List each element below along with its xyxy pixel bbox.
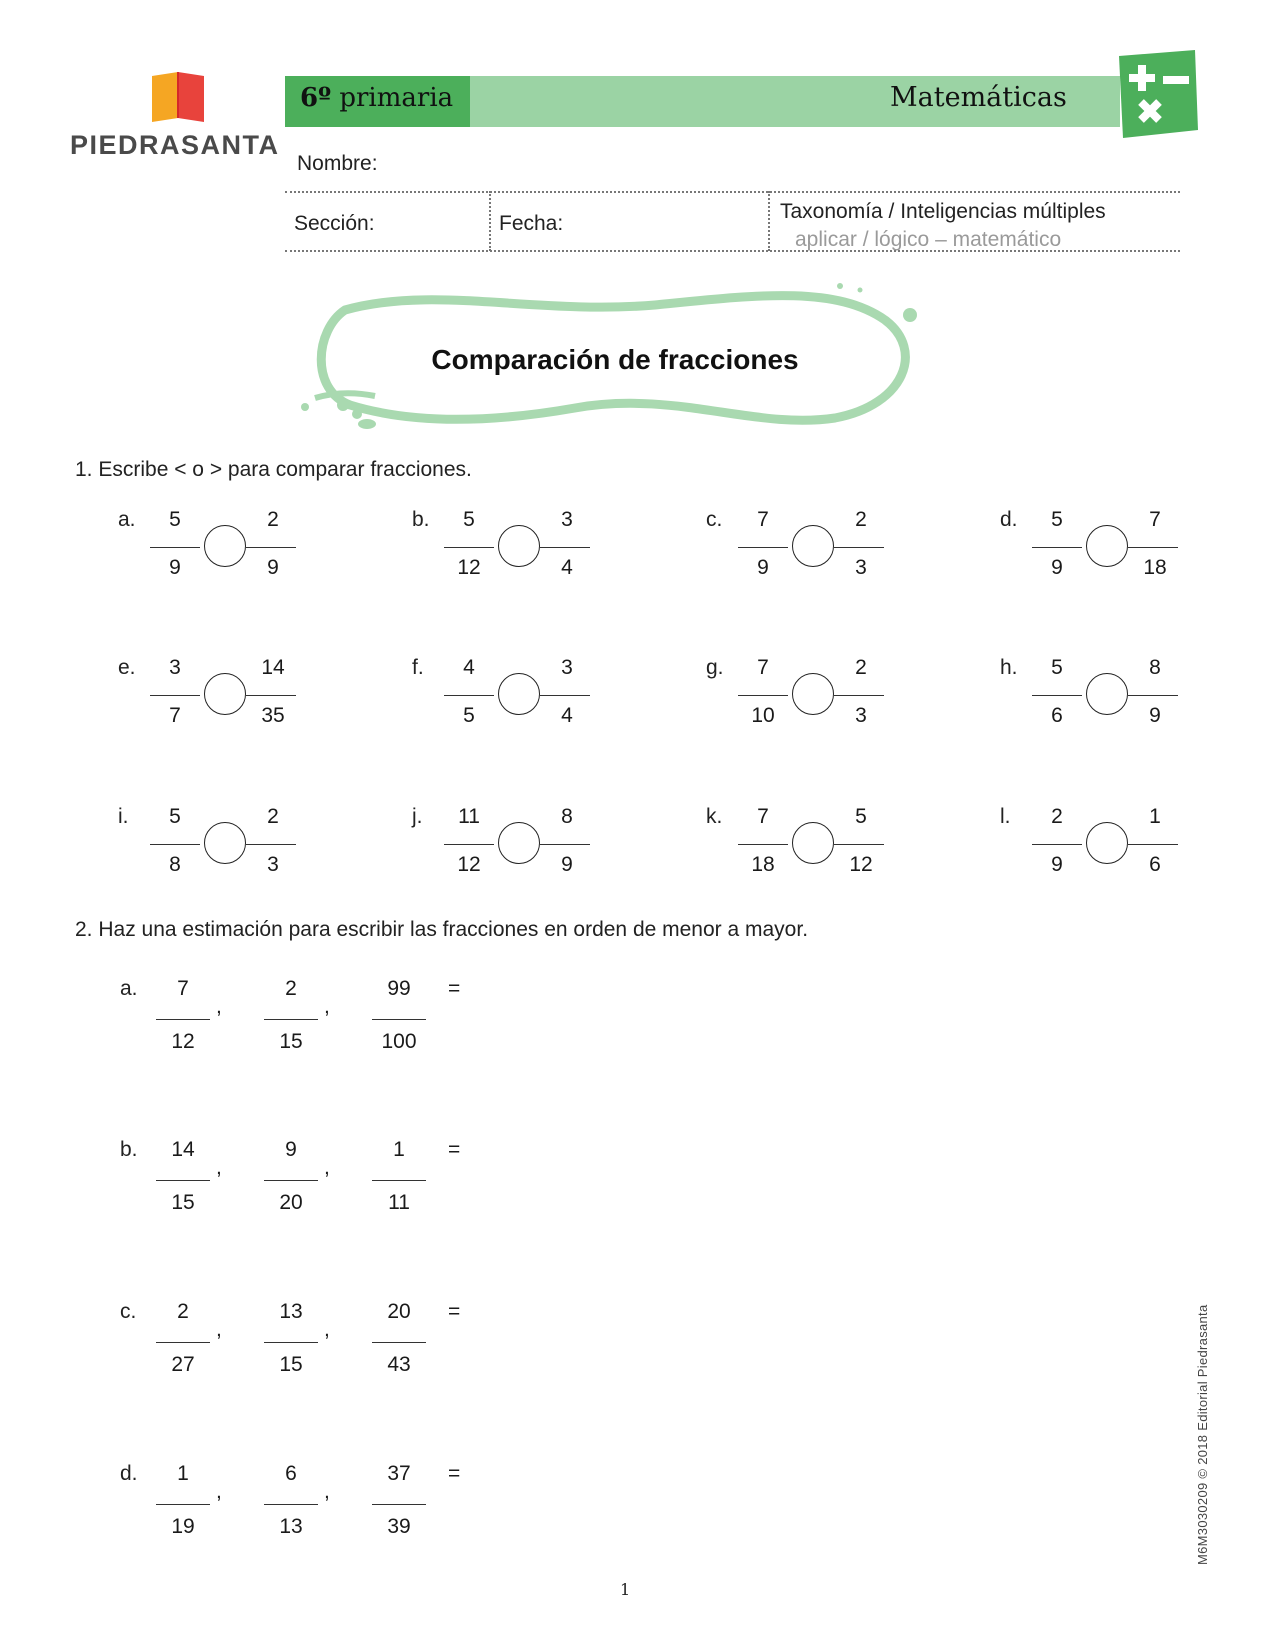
fraction-numerator: 20: [387, 1300, 411, 1323]
fraction-bar: [156, 1019, 210, 1020]
separator-comma: ,: [216, 1318, 222, 1341]
fraction-bar: [264, 1019, 318, 1020]
fraction-denominator: 19: [171, 1515, 195, 1538]
fraction-bar: [444, 547, 494, 548]
fraction-bar: [156, 1342, 210, 1343]
fraction-denominator: 6: [1051, 704, 1063, 727]
fraction-bar: [264, 1342, 318, 1343]
fraction-numerator: 7: [1149, 508, 1161, 531]
fraction-bar: [1032, 547, 1082, 548]
fraction-numerator: 8: [561, 805, 573, 828]
item-letter: c.: [706, 508, 723, 531]
fraction-bar: [834, 695, 884, 696]
fraction-denominator: 11: [388, 1191, 410, 1214]
fraction-numerator: 3: [561, 656, 573, 679]
fraction-bar: [444, 695, 494, 696]
fraction-denominator: 12: [171, 1030, 195, 1053]
separator-comma: ,: [216, 1156, 222, 1179]
field-divider: [768, 191, 770, 251]
comparison-item: [118, 805, 310, 885]
fraction-numerator: 5: [855, 805, 867, 828]
fraction-denominator: 15: [279, 1353, 303, 1376]
field-divider: [489, 191, 491, 251]
fraction-bar: [540, 695, 590, 696]
item-letter: e.: [118, 656, 136, 679]
fraction-denominator: 9: [1149, 704, 1161, 727]
fraction-denominator: 9: [267, 556, 279, 579]
fraction-numerator: 1: [393, 1138, 405, 1161]
item-letter: d.: [120, 1462, 138, 1485]
brand-logo: [70, 70, 280, 170]
comparison-item: [118, 656, 310, 736]
fraction-bar: [444, 844, 494, 845]
item-letter: k.: [706, 805, 723, 828]
fraction-denominator: 9: [169, 556, 181, 579]
item-letter: a.: [120, 977, 138, 1000]
name-field-line[interactable]: [285, 191, 1180, 193]
comparison-item: [412, 656, 604, 736]
fraction-denominator: 27: [171, 1353, 195, 1376]
comparison-answer-circle[interactable]: [792, 822, 834, 864]
fraction-denominator: 7: [169, 704, 181, 727]
item-letter: b.: [412, 508, 430, 531]
fraction-bar: [372, 1019, 426, 1020]
fraction-denominator: 4: [561, 704, 573, 727]
fraction-bar: [156, 1504, 210, 1505]
fraction-denominator: 6: [1149, 853, 1161, 876]
fraction-numerator: 7: [757, 656, 769, 679]
item-letter: g.: [706, 656, 724, 679]
ordering-item: [120, 977, 516, 1062]
fraction-bar: [246, 547, 296, 548]
fraction-numerator: 2: [855, 656, 867, 679]
separator-comma: ,: [324, 1480, 330, 1503]
fraction-numerator: 8: [1149, 656, 1161, 679]
fraction-denominator: 5: [463, 704, 475, 727]
fraction-numerator: 11: [458, 805, 480, 828]
comparison-item: [412, 508, 604, 588]
fraction-bar: [372, 1504, 426, 1505]
fraction-bar: [1128, 695, 1178, 696]
taxonomy-value: aplicar / lógico – matemático: [795, 228, 1062, 251]
comparison-item: [412, 805, 604, 885]
fraction-numerator: 5: [1051, 656, 1063, 679]
fraction-denominator: 12: [457, 556, 481, 579]
separator-comma: ,: [324, 995, 330, 1018]
fraction-bar: [246, 844, 296, 845]
comparison-answer-circle[interactable]: [204, 525, 246, 567]
fraction-numerator: 7: [177, 977, 189, 1000]
fraction-denominator: 9: [1051, 556, 1063, 579]
comparison-answer-circle[interactable]: [204, 673, 246, 715]
ordering-item: [120, 1138, 516, 1223]
fraction-bar: [150, 547, 200, 548]
ordering-item: [120, 1462, 516, 1547]
fraction-bar: [540, 844, 590, 845]
fraction-denominator: 9: [561, 853, 573, 876]
item-letter: d.: [1000, 508, 1018, 531]
section-label: Sección:: [294, 212, 375, 235]
fraction-denominator: 20: [279, 1191, 303, 1214]
copyright-note: M6M3030209 © 2018 Editorial Piedrasanta: [1195, 1304, 1210, 1565]
comparison-item: [118, 508, 310, 588]
comparison-item: [706, 656, 898, 736]
fraction-numerator: 2: [177, 1300, 189, 1323]
comparison-item: [1000, 805, 1192, 885]
fraction-numerator: 3: [169, 656, 181, 679]
comparison-answer-circle[interactable]: [204, 822, 246, 864]
separator-comma: ,: [324, 1318, 330, 1341]
comparison-item: [706, 508, 898, 588]
comparison-answer-circle[interactable]: [792, 525, 834, 567]
comparison-answer-circle[interactable]: [498, 525, 540, 567]
fraction-bar: [150, 844, 200, 845]
fraction-denominator: 10: [751, 704, 775, 727]
fraction-denominator: 18: [751, 853, 775, 876]
fraction-numerator: 7: [757, 805, 769, 828]
equals-sign: =: [448, 1462, 461, 1485]
fraction-numerator: 1: [1149, 805, 1161, 828]
fraction-bar: [738, 547, 788, 548]
fraction-numerator: 5: [463, 508, 475, 531]
fraction-denominator: 9: [757, 556, 769, 579]
fraction-bar: [1032, 695, 1082, 696]
fraction-denominator: 8: [169, 853, 181, 876]
separator-comma: ,: [216, 1480, 222, 1503]
fraction-numerator: 2: [267, 805, 279, 828]
math-operations-icon: [1115, 50, 1200, 140]
fraction-bar: [834, 547, 884, 548]
fraction-bar: [1128, 844, 1178, 845]
fraction-numerator: 2: [1051, 805, 1063, 828]
equals-sign: =: [448, 1300, 461, 1323]
comparison-answer-circle[interactable]: [1086, 822, 1128, 864]
fraction-numerator: 6: [285, 1462, 297, 1485]
fraction-denominator: 3: [855, 556, 867, 579]
comparison-answer-circle[interactable]: [792, 673, 834, 715]
fraction-denominator: 100: [381, 1030, 417, 1053]
fraction-numerator: 5: [169, 805, 181, 828]
comparison-item: [1000, 508, 1192, 588]
ordering-item: [120, 1300, 516, 1385]
fraction-numerator: 1: [177, 1462, 189, 1485]
fraction-bar: [264, 1180, 318, 1181]
fraction-numerator: 14: [171, 1138, 195, 1161]
name-label: Nombre:: [297, 152, 378, 175]
equals-sign: =: [448, 1138, 461, 1161]
fraction-denominator: 43: [387, 1353, 411, 1376]
item-letter: l.: [1000, 805, 1011, 828]
exercise-2-instruction: 2. Haz una estimación para escribir las fracciones en orden de menor a mayor.: [75, 918, 809, 941]
form-bottom-line: [285, 250, 1180, 252]
item-letter: c.: [120, 1300, 137, 1323]
fraction-numerator: 37: [387, 1462, 411, 1485]
page-number: 1: [620, 1580, 631, 1599]
item-letter: f.: [412, 656, 424, 679]
fraction-numerator: 14: [261, 656, 285, 679]
fraction-denominator: 12: [457, 853, 481, 876]
fraction-denominator: 4: [561, 556, 573, 579]
fraction-bar: [246, 695, 296, 696]
fraction-numerator: 2: [267, 508, 279, 531]
subject-label: Matemáticas: [890, 82, 1067, 113]
item-letter: j.: [412, 805, 423, 828]
comparison-answer-circle[interactable]: [498, 822, 540, 864]
fraction-denominator: 12: [849, 853, 873, 876]
fraction-bar: [834, 844, 884, 845]
fraction-denominator: 3: [267, 853, 279, 876]
item-letter: a.: [118, 508, 136, 531]
brand-name: PIEDRASANTA: [70, 130, 280, 160]
book-logo-icon: [148, 70, 208, 125]
fraction-numerator: 4: [463, 656, 475, 679]
comparison-answer-circle[interactable]: [1086, 525, 1128, 567]
fraction-numerator: 2: [855, 508, 867, 531]
item-letter: i.: [118, 805, 129, 828]
item-letter: b.: [120, 1138, 138, 1161]
fraction-bar: [1128, 547, 1178, 548]
fraction-denominator: 35: [261, 704, 285, 727]
fraction-bar: [156, 1180, 210, 1181]
fraction-bar: [150, 695, 200, 696]
fraction-bar: [540, 547, 590, 548]
fraction-numerator: 2: [285, 977, 297, 1000]
separator-comma: ,: [324, 1156, 330, 1179]
fraction-numerator: 13: [279, 1300, 303, 1323]
fraction-numerator: 9: [285, 1138, 297, 1161]
worksheet-title: Comparación de fracciones: [431, 344, 799, 375]
fraction-bar: [1032, 844, 1082, 845]
fraction-numerator: 5: [1051, 508, 1063, 531]
fraction-denominator: 39: [387, 1515, 411, 1538]
equals-sign: =: [448, 977, 461, 1000]
fraction-bar: [738, 844, 788, 845]
taxonomy-label: Taxonomía / Inteligencias múltiples: [780, 200, 1106, 223]
comparison-item: [706, 805, 898, 885]
fraction-denominator: 3: [855, 704, 867, 727]
fraction-denominator: 13: [279, 1515, 303, 1538]
comparison-answer-circle[interactable]: [498, 673, 540, 715]
fraction-denominator: 15: [171, 1191, 195, 1214]
fraction-denominator: 15: [279, 1030, 303, 1053]
grade-label: 6º primaria: [300, 83, 454, 113]
fraction-numerator: 5: [169, 508, 181, 531]
comparison-answer-circle[interactable]: [1086, 673, 1128, 715]
fraction-bar: [372, 1342, 426, 1343]
fraction-bar: [738, 695, 788, 696]
fraction-denominator: 18: [1143, 556, 1167, 579]
fraction-denominator: 9: [1051, 853, 1063, 876]
date-label: Fecha:: [499, 212, 564, 235]
fraction-numerator: 99: [387, 977, 411, 1000]
separator-comma: ,: [216, 995, 222, 1018]
comparison-item: [1000, 656, 1192, 736]
exercise-1-instruction: 1. Escribe < o > para comparar fracciones.: [75, 458, 472, 481]
fraction-numerator: 3: [561, 508, 573, 531]
fraction-bar: [264, 1504, 318, 1505]
item-letter: h.: [1000, 656, 1018, 679]
fraction-bar: [372, 1180, 426, 1181]
fraction-numerator: 7: [757, 508, 769, 531]
